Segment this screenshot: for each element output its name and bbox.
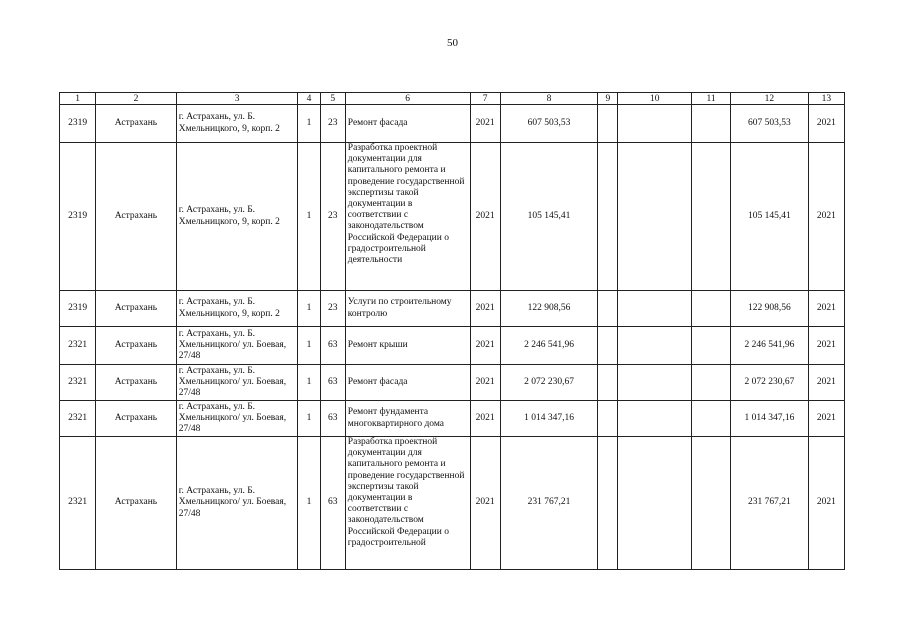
col-header-11: 11 [691, 93, 730, 105]
cell-end-year: 2021 [808, 365, 844, 401]
cell-cost: 607 503,53 [500, 105, 598, 143]
cell-total: 122 908,56 [731, 291, 808, 327]
cell-col11 [691, 401, 730, 437]
cell-col11 [691, 291, 730, 327]
col-header-10: 10 [618, 93, 691, 105]
cell-total: 105 145,41 [731, 143, 808, 291]
col-header-13: 13 [808, 93, 844, 105]
cell-col10 [618, 143, 691, 291]
cell-house-id: 2319 [60, 143, 96, 291]
table-row [60, 401, 845, 437]
col-header-5: 5 [320, 93, 345, 105]
cell-work-type: Ремонт крыши [345, 327, 470, 365]
cell-address: г. Астрахань, ул. Б. Хмельницкого/ ул. Боевая, 27/48 [176, 437, 298, 570]
cell-col9 [598, 365, 618, 401]
cell-col5: 63 [320, 437, 345, 570]
cell-municipality: Астрахань [96, 105, 177, 143]
cell-end-year: 2021 [808, 401, 844, 437]
cell-col4: 1 [298, 437, 320, 570]
cell-year: 2021 [470, 437, 500, 570]
cell-house-id: 2321 [60, 327, 96, 365]
cell-municipality: Астрахань [96, 143, 177, 291]
cell-municipality: Астрахань [96, 291, 177, 327]
cell-col9 [598, 327, 618, 365]
cell-house-id: 2321 [60, 437, 96, 570]
cell-work-type: Ремонт фасада [345, 365, 470, 401]
cell-end-year: 2021 [808, 291, 844, 327]
cell-col9 [598, 401, 618, 437]
cell-municipality: Астрахань [96, 365, 177, 401]
cell-cost: 231 767,21 [500, 437, 598, 570]
cell-work-type: Ремонт фундамента многоквартирного дома [345, 401, 470, 437]
cell-col10 [618, 365, 691, 401]
cell-col4: 1 [298, 291, 320, 327]
table-row [60, 143, 845, 291]
cell-col11 [691, 143, 730, 291]
col-header-8: 8 [500, 93, 598, 105]
cell-col5: 63 [320, 365, 345, 401]
col-header-12: 12 [731, 93, 808, 105]
cell-work-type: Разработка проектной документации для капитального ремонта и проведение государственной экспертизы такой документации в соответствии с законодательством Российской Федерации о градостроительной [345, 437, 470, 570]
cell-address: г. Астрахань, ул. Б. Хмельницкого/ ул. Боевая, 27/48 [176, 327, 298, 365]
cell-work-type: Ремонт фасада [345, 105, 470, 143]
cell-col9 [598, 437, 618, 570]
cell-total: 2 072 230,67 [731, 365, 808, 401]
cell-end-year: 2021 [808, 143, 844, 291]
cell-col5: 63 [320, 327, 345, 365]
cell-col10 [618, 401, 691, 437]
cell-col4: 1 [298, 143, 320, 291]
cell-col11 [691, 365, 730, 401]
cell-col4: 1 [298, 365, 320, 401]
cell-col4: 1 [298, 105, 320, 143]
table-row [60, 365, 845, 401]
col-header-3: 3 [176, 93, 298, 105]
capital-repair-table [59, 92, 845, 570]
cell-year: 2021 [470, 365, 500, 401]
cell-year: 2021 [470, 327, 500, 365]
col-header-4: 4 [298, 93, 320, 105]
cell-municipality: Астрахань [96, 327, 177, 365]
cell-end-year: 2021 [808, 327, 844, 365]
cell-col9 [598, 143, 618, 291]
cell-cost: 122 908,56 [500, 291, 598, 327]
cell-municipality: Астрахань [96, 437, 177, 570]
cell-cost: 1 014 347,16 [500, 401, 598, 437]
cell-cost: 2 072 230,67 [500, 365, 598, 401]
cell-house-id: 2319 [60, 291, 96, 327]
cell-address: г. Астрахань, ул. Б. Хмельницкого/ ул. Боевая, 27/48 [176, 401, 298, 437]
cell-col10 [618, 291, 691, 327]
cell-col10 [618, 437, 691, 570]
cell-work-type: Разработка проектной документации для капитального ремонта и проведение государственной экспертизы такой документации в соответствии с законодательством Российской Федерации о градостроительной деятельности [345, 143, 470, 291]
table-row [60, 105, 845, 143]
cell-address: г. Астрахань, ул. Б. Хмельницкого, 9, корп. 2 [176, 105, 298, 143]
cell-col5: 23 [320, 143, 345, 291]
col-header-6: 6 [345, 93, 470, 105]
cell-col5: 23 [320, 105, 345, 143]
cell-col5: 23 [320, 291, 345, 327]
cell-col11 [691, 327, 730, 365]
cell-col4: 1 [298, 401, 320, 437]
cell-total: 1 014 347,16 [731, 401, 808, 437]
cell-cost: 105 145,41 [500, 143, 598, 291]
cell-total: 607 503,53 [731, 105, 808, 143]
cell-address: г. Астрахань, ул. Б. Хмельницкого, 9, корп. 2 [176, 143, 298, 291]
cell-year: 2021 [470, 401, 500, 437]
cell-municipality: Астрахань [96, 401, 177, 437]
cell-work-type: Услуги по строительному контролю [345, 291, 470, 327]
cell-col9 [598, 105, 618, 143]
cell-end-year: 2021 [808, 105, 844, 143]
col-header-7: 7 [470, 93, 500, 105]
cell-col10 [618, 105, 691, 143]
cell-house-id: 2319 [60, 105, 96, 143]
cell-col5: 63 [320, 401, 345, 437]
col-header-9: 9 [598, 93, 618, 105]
col-header-1: 1 [60, 93, 96, 105]
cell-col10 [618, 327, 691, 365]
cell-col9 [598, 291, 618, 327]
cell-house-id: 2321 [60, 365, 96, 401]
cell-col11 [691, 437, 730, 570]
cell-col11 [691, 105, 730, 143]
cell-address: г. Астрахань, ул. Б. Хмельницкого, 9, корп. 2 [176, 291, 298, 327]
table-row [60, 437, 845, 570]
table-row [60, 327, 845, 365]
cell-end-year: 2021 [808, 437, 844, 570]
cell-col4: 1 [298, 327, 320, 365]
cell-year: 2021 [470, 143, 500, 291]
cell-year: 2021 [470, 291, 500, 327]
col-header-2: 2 [96, 93, 177, 105]
cell-cost: 2 246 541,96 [500, 327, 598, 365]
cell-house-id: 2321 [60, 401, 96, 437]
cell-total: 231 767,21 [731, 437, 808, 570]
header-row [60, 93, 845, 105]
cell-address: г. Астрахань, ул. Б. Хмельницкого/ ул. Боевая, 27/48 [176, 365, 298, 401]
page-number: 50 [447, 37, 458, 49]
cell-year: 2021 [470, 105, 500, 143]
table-row [60, 291, 845, 327]
cell-total: 2 246 541,96 [731, 327, 808, 365]
